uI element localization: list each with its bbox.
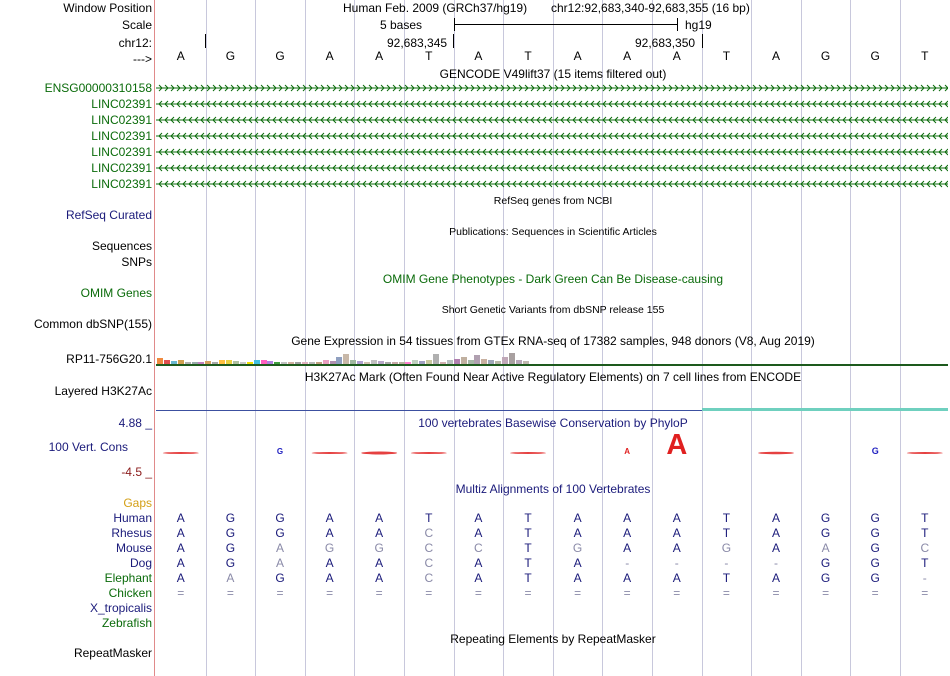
aligned-base: A — [573, 526, 582, 540]
aligned-base: A — [623, 526, 632, 540]
gtex-tissue-bar[interactable] — [474, 355, 480, 364]
aligned-base: G — [324, 541, 335, 555]
aligned-base: G — [225, 511, 236, 525]
aligned-base: G — [275, 526, 285, 540]
aligned-base: C — [424, 526, 434, 540]
aligned-base: A — [771, 526, 780, 540]
aligned-base: - — [674, 556, 679, 570]
gtex-track-label[interactable]: RP11-756G20.1 — [66, 352, 152, 366]
gencode-item-label[interactable]: LINC02391 — [91, 129, 152, 143]
aligned-base: = — [177, 586, 185, 600]
dna-base: A — [573, 49, 582, 63]
gtex-baseline — [156, 364, 948, 366]
gencode-track-title: GENCODE V49lift37 (15 items filtered out) — [439, 67, 667, 81]
gencode-transcript[interactable] — [156, 178, 948, 190]
aligned-base: T — [722, 511, 731, 525]
gencode-transcript[interactable] — [156, 162, 948, 174]
multiz-alignment-row — [0, 556, 950, 570]
aligned-base: A — [623, 571, 632, 585]
aligned-base: C — [424, 556, 434, 570]
conservation-logo-base: A — [666, 429, 688, 461]
aligned-base: = — [524, 586, 532, 600]
sequences-track-label[interactable]: Sequences — [91, 239, 152, 253]
aligned-base: G — [820, 571, 831, 585]
aligned-base: G — [721, 541, 732, 555]
dna-base: T — [524, 49, 532, 63]
multiz-alignment-row — [0, 511, 950, 525]
aligned-base: = — [474, 586, 482, 600]
aligned-base: A — [623, 541, 632, 555]
aligned-base: A — [623, 511, 632, 525]
aligned-base: - — [774, 556, 778, 570]
multiz-species-label[interactable]: Human — [113, 511, 152, 525]
conservation-logo-mark — [411, 452, 447, 454]
gencode-transcript[interactable] — [156, 98, 948, 110]
aligned-base: T — [524, 511, 532, 525]
aligned-base: G — [870, 571, 880, 585]
aligned-base: A — [325, 571, 334, 585]
conservation-track-label[interactable]: 100 Vert. Cons — [48, 440, 128, 454]
gencode-item-label[interactable]: LINC02391 — [91, 113, 152, 127]
multiz-alignment-row — [0, 571, 950, 585]
aligned-base: T — [722, 526, 731, 540]
dna-base: A — [474, 49, 483, 63]
aligned-base: A — [325, 511, 334, 525]
scale-bar-left-tick — [454, 18, 455, 31]
aligned-base: A — [672, 511, 681, 525]
gtex-tissue-bar[interactable] — [502, 357, 508, 364]
gencode-item-label[interactable]: LINC02391 — [91, 145, 152, 159]
aligned-base: A — [474, 571, 483, 585]
conservation-logo-mark — [907, 452, 943, 454]
scale-bar-right-tick — [677, 18, 678, 31]
gencode-transcript[interactable] — [156, 82, 948, 94]
aligned-base: A — [474, 526, 483, 540]
dna-base: A — [325, 49, 334, 63]
aligned-base: A — [375, 556, 384, 570]
aligned-base: = — [921, 586, 929, 600]
omim-track-label[interactable]: OMIM Genes — [80, 286, 152, 300]
aligned-base: T — [921, 556, 929, 570]
multiz-alignment-row — [0, 541, 950, 555]
multiz-species-label[interactable]: Elephant — [104, 571, 152, 585]
aligned-base: T — [524, 571, 532, 585]
aligned-base: A — [672, 526, 681, 540]
aligned-base: T — [722, 571, 731, 585]
conservation-logo-mark — [163, 452, 199, 454]
dna-base: T — [921, 49, 929, 63]
aligned-base: A — [226, 571, 235, 585]
aligned-base: A — [275, 556, 284, 570]
aligned-base: T — [921, 526, 929, 540]
conservation-logo[interactable] — [156, 428, 948, 462]
dna-base: G — [870, 49, 880, 63]
ruler-tick — [205, 34, 206, 48]
window-coords: chr12:92,683,340-92,683,355 (16 bp) — [551, 1, 750, 15]
aligned-base: = — [772, 586, 780, 600]
multiz-species-label[interactable]: Rhesus — [111, 526, 152, 540]
aligned-base: A — [275, 541, 284, 555]
aligned-base: = — [673, 586, 681, 600]
aligned-base: A — [176, 541, 185, 555]
aligned-base: C — [474, 541, 483, 555]
aligned-base: A — [672, 541, 681, 555]
aligned-base: A — [325, 526, 334, 540]
aligned-base: G — [870, 541, 880, 555]
aligned-base: G — [820, 526, 831, 540]
aligned-base: G — [225, 556, 236, 570]
multiz-species-label[interactable]: Dog — [129, 556, 152, 570]
multiz-track-title: Multiz Alignments of 100 Vertebrates — [455, 482, 651, 496]
gencode-item-label[interactable]: ENSG00000310158 — [44, 81, 152, 95]
conservation-axis-min: -4.5 _ — [121, 465, 152, 479]
conservation-logo-base: G — [276, 447, 284, 456]
gencode-transcript[interactable] — [156, 130, 948, 142]
dbsnp-track-title: Short Genetic Variants from dbSNP release 155 — [441, 304, 665, 316]
gtex-tissue-bar[interactable] — [343, 354, 349, 364]
dna-base: T — [722, 49, 731, 63]
ruler-tick-label-2: 92,683,350 — [635, 36, 696, 50]
aligned-base: = — [425, 586, 433, 600]
aligned-base: = — [226, 586, 234, 600]
aligned-base: C — [424, 571, 434, 585]
gencode-item-label[interactable]: LINC02391 — [91, 97, 152, 111]
conservation-track-title: 100 vertebrates Basewise Conservation by PhyloP — [418, 416, 688, 430]
aligned-base: G — [275, 511, 285, 525]
h3k27ac-signal — [156, 410, 702, 411]
h3k27ac-track-title: H3K27Ac Mark (Often Found Near Active Regulatory Elements) on 7 cell lines from ENCODE — [304, 370, 802, 384]
dna-base: A — [176, 49, 185, 63]
aligned-base: = — [623, 586, 631, 600]
dna-base: G — [820, 49, 831, 63]
h3k27ac-track-label[interactable]: Layered H3K27Ac — [54, 384, 152, 398]
aligned-base: = — [722, 586, 730, 600]
chrom-label: chr12: — [118, 36, 152, 50]
aligned-base: A — [771, 571, 780, 585]
conservation-logo-mark — [361, 452, 397, 455]
gtex-tissue-bar[interactable] — [509, 353, 515, 364]
multiz-alignment-row — [0, 601, 950, 615]
aligned-base: = — [276, 586, 284, 600]
aligned-base: - — [922, 571, 927, 585]
scale-label: Scale — [121, 18, 152, 32]
ruler-tick — [702, 34, 703, 48]
aligned-base: G — [820, 511, 831, 525]
aligned-base: A — [573, 511, 582, 525]
aligned-base: - — [625, 556, 630, 570]
dna-base: A — [672, 49, 681, 63]
aligned-base: G — [225, 526, 236, 540]
repeatmasker-track-label[interactable]: RepeatMasker — [73, 646, 152, 660]
aligned-base: G — [225, 541, 236, 555]
aligned-base: A — [474, 511, 483, 525]
aligned-base: G — [870, 511, 880, 525]
refseq-track-label[interactable]: RefSeq Curated — [65, 208, 152, 222]
aligned-base: G — [870, 556, 880, 570]
aligned-base: G — [572, 541, 583, 555]
scale-bar-text: 5 bases — [380, 18, 423, 32]
gencode-transcript[interactable] — [156, 146, 948, 158]
multiz-alignment-row — [0, 616, 950, 630]
aligned-base: C — [920, 541, 930, 555]
aligned-base: A — [176, 571, 185, 585]
dna-base: G — [275, 49, 285, 63]
refseq-track-title: RefSeq genes from NCBI — [493, 195, 613, 207]
aligned-base: A — [474, 556, 483, 570]
dna-base: A — [375, 49, 384, 63]
aligned-base: A — [176, 556, 185, 570]
gtex-track-title: Gene Expression in 54 tissues from GTEx RNA-seq of 17382 samples, 948 donors (V8, Aug 2019) — [291, 334, 815, 348]
aligned-base: - — [724, 556, 729, 570]
h3k27ac-signal-peak — [702, 408, 948, 411]
conservation-logo-mark — [312, 452, 348, 454]
multiz-species-label[interactable]: X_tropicalis — [89, 601, 152, 615]
dna-base: A — [623, 49, 632, 63]
aligned-base: = — [574, 586, 582, 600]
aligned-base: A — [771, 511, 780, 525]
assembly-text: Human Feb. 2009 (GRCh37/hg19) — [343, 1, 528, 15]
dbsnp-track-label[interactable]: Common dbSNP(155) — [33, 317, 152, 331]
aligned-base: = — [871, 586, 879, 600]
dna-base: A — [771, 49, 780, 63]
repeatmasker-track-title: Repeating Elements by RepeatMasker — [450, 632, 656, 646]
aligned-base: T — [425, 511, 433, 525]
gencode-item-label[interactable]: LINC02391 — [91, 161, 152, 175]
aligned-base: G — [275, 571, 285, 585]
gtex-tissue-bar[interactable] — [461, 357, 467, 364]
multiz-alignment-row — [0, 526, 950, 540]
aligned-base: A — [375, 526, 384, 540]
aligned-base: T — [921, 511, 929, 525]
aligned-base: A — [176, 511, 185, 525]
conservation-logo-mark — [758, 452, 794, 454]
aligned-base: A — [573, 556, 582, 570]
dna-base: T — [425, 49, 433, 63]
aligned-base: = — [326, 586, 334, 600]
aligned-base: A — [672, 571, 681, 585]
ruler-tick — [453, 34, 454, 48]
aligned-base: G — [870, 526, 880, 540]
window-position-label: Window Position — [63, 1, 152, 15]
aligned-base: A — [573, 571, 582, 585]
aligned-base: T — [524, 541, 532, 555]
aligned-base: A — [375, 571, 384, 585]
aligned-base: A — [821, 541, 830, 555]
aligned-base: G — [820, 556, 831, 570]
dna-sequence — [0, 49, 950, 63]
multiz-species-label[interactable]: Zebrafish — [101, 616, 152, 630]
publications-track-title: Publications: Sequences in Scientific Articles — [449, 226, 657, 238]
aligned-base: T — [524, 526, 532, 540]
gencode-transcript[interactable] — [156, 114, 948, 126]
gencode-item-label[interactable]: LINC02391 — [91, 177, 152, 191]
omim-track-title: OMIM Gene Phenotypes - Dark Green Can Be Disease-causing — [382, 272, 724, 286]
conservation-logo-mark — [510, 452, 546, 454]
snps-track-label[interactable]: SNPs — [121, 255, 152, 269]
aligned-base: G — [374, 541, 384, 555]
strand-label: ---> — [133, 52, 152, 66]
dna-base: G — [225, 49, 236, 63]
aligned-base: T — [524, 556, 532, 570]
aligned-base: C — [424, 541, 434, 555]
aligned-base: = — [375, 586, 383, 600]
multiz-alignment-row — [0, 586, 950, 600]
aligned-base: A — [771, 541, 780, 555]
aligned-base: A — [176, 526, 185, 540]
multiz-species-label[interactable]: Chicken — [108, 586, 152, 600]
ruler-tick-label-1: 92,683,345 — [387, 36, 448, 50]
aligned-base: = — [822, 586, 830, 600]
multiz-species-label[interactable]: Mouse — [115, 541, 152, 555]
gtex-tissue-bar[interactable] — [433, 354, 439, 364]
scale-db: hg19 — [685, 18, 712, 32]
aligned-base: A — [375, 511, 384, 525]
scale-bar — [454, 24, 678, 25]
conservation-axis-max: 4.88 _ — [118, 416, 152, 430]
conservation-logo-base: A — [624, 447, 631, 456]
conservation-logo-base: G — [871, 446, 879, 456]
gaps-label: Gaps — [123, 496, 152, 510]
gtex-tissue-bar[interactable] — [336, 357, 342, 364]
aligned-base: A — [325, 556, 334, 570]
